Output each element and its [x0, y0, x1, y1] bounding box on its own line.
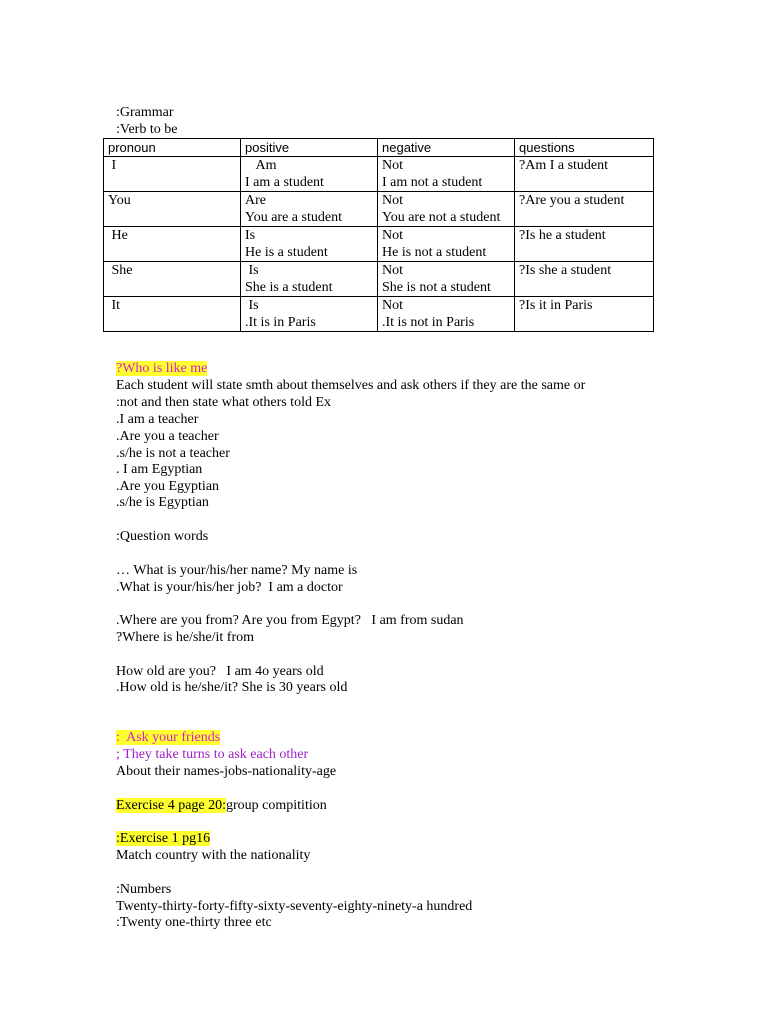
header-pronoun: pronoun	[104, 139, 241, 157]
example-line: .Are you a teacher	[116, 429, 219, 444]
numbers-line: Twenty-thirty-forty-fifty-sixty-seventy-eighty-ninety-a hundred	[116, 899, 473, 914]
cell-positive: Are You are a student	[241, 192, 378, 227]
cell-question: ?Is it in Paris	[515, 297, 654, 332]
numbers-title: :Numbers	[116, 882, 172, 897]
cell-negative: Not .It is not in Paris	[378, 297, 515, 332]
verb-to-be-table	[103, 138, 654, 332]
table-row	[104, 157, 654, 192]
ask-friends-title: : Ask your friends	[116, 730, 221, 745]
who-is-like-me-intro: Each student will state smth about themselves and ask others if they are the same or	[116, 378, 586, 393]
question-words-title: :Question words	[116, 529, 209, 544]
example-line: .I am a teacher	[116, 412, 199, 427]
header-positive: positive	[241, 139, 378, 157]
cell-pronoun: It	[104, 297, 241, 332]
question-line: … What is your/his/her name? My name is	[116, 563, 358, 578]
cell-pronoun: She	[104, 262, 241, 297]
exercise-4-label: Exercise 4 page 20:	[116, 798, 227, 813]
exercise-1-title: :Exercise 1 pg16	[116, 831, 211, 846]
cell-negative: Not You are not a student	[378, 192, 515, 227]
cell-question: ?Am I a student	[515, 157, 654, 192]
header-negative: negative	[378, 139, 515, 157]
table-header-row	[104, 139, 654, 157]
ask-friends-about: About their names-jobs-nationality-age	[116, 764, 337, 779]
cell-negative: Not He is not a student	[378, 227, 515, 262]
example-line: .s/he is not a teacher	[116, 446, 230, 461]
question-line: .What is your/his/her job? I am a doctor	[116, 580, 343, 595]
numbers-line: :Twenty one-thirty three etc	[116, 915, 272, 930]
exercise-4-line	[116, 797, 327, 814]
who-is-like-me-title: ?Who is like me	[116, 361, 208, 376]
cell-question: ?Is she a student	[515, 262, 654, 297]
cell-positive: Is .It is in Paris	[241, 297, 378, 332]
exercise-4-text: group compitition	[226, 798, 327, 813]
example-line: . I am Egyptian	[116, 462, 203, 477]
who-is-like-me-intro: :not and then state what others told Ex	[116, 395, 332, 410]
cell-pronoun: You	[104, 192, 241, 227]
question-line: How old are you? I am 4o years old	[116, 664, 324, 679]
example-line: .Are you Egyptian	[116, 479, 220, 494]
verb-to-be-heading: :Verb to be	[116, 122, 178, 137]
ask-friends-turns: ; They take turns to ask each other	[116, 747, 309, 762]
cell-positive: Is She is a student	[241, 262, 378, 297]
question-line: .Where are you from? Are you from Egypt? I am from sudan	[116, 613, 464, 628]
header-questions: questions	[515, 139, 654, 157]
cell-positive: Is He is a student	[241, 227, 378, 262]
cell-pronoun: He	[104, 227, 241, 262]
example-line: .s/he is Egyptian	[116, 495, 209, 510]
cell-pronoun: I	[104, 157, 241, 192]
question-line: .How old is he/she/it? She is 30 years old	[116, 680, 348, 695]
table-row	[104, 297, 654, 332]
grammar-heading: :Grammar	[116, 105, 174, 120]
table-row	[104, 227, 654, 262]
table-row	[104, 262, 654, 297]
cell-question: ?Is he a student	[515, 227, 654, 262]
question-line: ?Where is he/she/it from	[116, 630, 255, 645]
exercise-1-text: Match country with the nationality	[116, 848, 311, 863]
table-row	[104, 192, 654, 227]
cell-question: ?Are you a student	[515, 192, 654, 227]
cell-negative: Not She is not a student	[378, 262, 515, 297]
cell-positive: Am I am a student	[241, 157, 378, 192]
cell-negative: Not I am not a student	[378, 157, 515, 192]
